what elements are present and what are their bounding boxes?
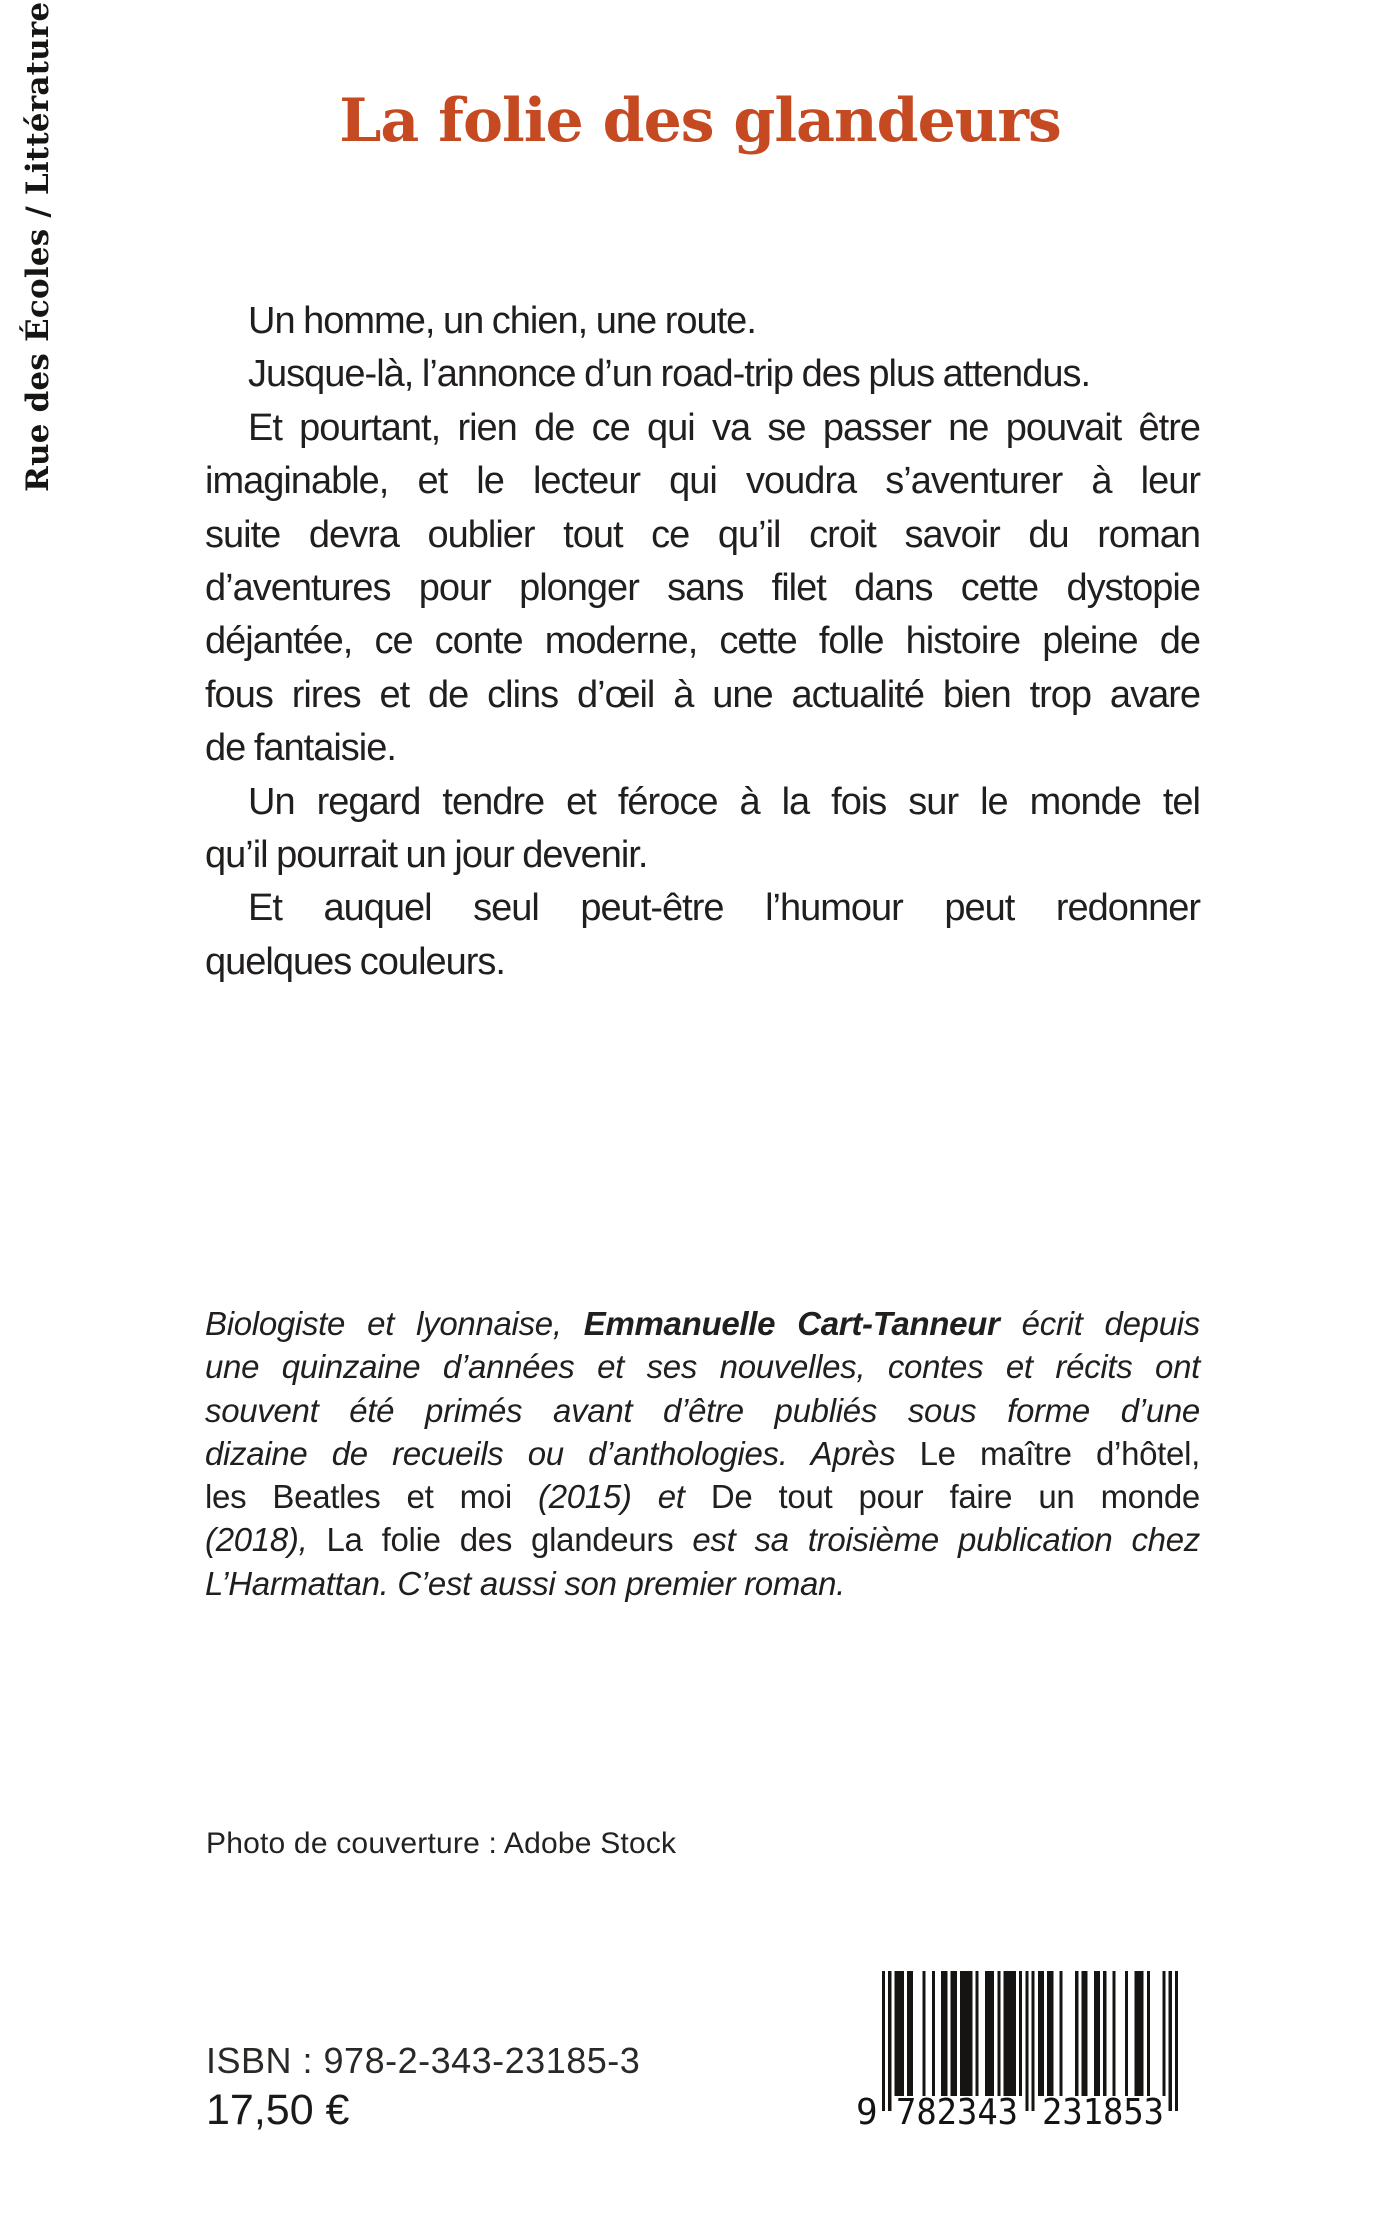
- synopsis-line: suite devra oublier tout ce qu’il croit savoir du roman: [205, 513, 1200, 556]
- barcode-digits: 231853: [1042, 2092, 1164, 2133]
- bio-segment: une quinzaine d’années et ses nouvelles, contes et récits ont: [205, 1348, 1200, 1386]
- bio-segment: souvent été primés avant d’être publiés sous forme d’une: [205, 1391, 1200, 1429]
- author-bio-text: [205, 1302, 1200, 1605]
- bio-segment: La folie des glandeurs: [326, 1521, 693, 1559]
- synopsis-line: déjantée, ce conte moderne, cette folle histoire pleine de: [205, 620, 1200, 663]
- bio-line: [205, 1345, 1200, 1388]
- bio-segment: (2018),: [205, 1521, 327, 1559]
- price-label: 17,50 €: [206, 2086, 350, 2134]
- bio-segment: dizaine de recueils ou d’anthologies. Après: [205, 1434, 920, 1472]
- synopsis-line: quelques couleurs.: [205, 940, 505, 983]
- bio-segment: De tout pour faire un monde: [710, 1478, 1200, 1516]
- bio-line: [205, 1562, 1200, 1605]
- synopsis-line: Jusque-là, l’annonce d’un road-trip des plus attendus.: [248, 353, 1091, 396]
- bio-line: [205, 1432, 1200, 1475]
- synopsis-text: [205, 295, 1200, 989]
- ean13-barcode: [850, 1966, 1190, 2136]
- synopsis-line: Et pourtant, rien de ce qui va se passer ne pouvait être: [248, 406, 1200, 449]
- synopsis-line: qu’il pourrait un jour devenir.: [205, 834, 648, 877]
- bio-segment: (2015) et: [538, 1478, 711, 1516]
- synopsis-line: fous rires et de clins d’œil à une actualité bien trop avare: [205, 673, 1200, 716]
- synopsis-line: d’aventures pour plonger sans filet dans cette dystopie: [205, 567, 1200, 610]
- bio-segment: Le maître d’hôtel,: [919, 1434, 1201, 1472]
- photo-credit: Photo de couverture : Adobe Stock: [206, 1827, 677, 1860]
- bio-segment: Emmanuelle Cart-Tanneur: [583, 1305, 1000, 1342]
- synopsis-line: de fantaisie.: [205, 727, 396, 770]
- book-title: La folie des glandeurs: [339, 86, 1061, 156]
- bio-line: [205, 1389, 1200, 1432]
- bio-line: [205, 1475, 1200, 1518]
- synopsis-line: imaginable, et le lecteur qui voudra s’aventurer à leur: [205, 460, 1200, 503]
- bio-segment: écrit depuis: [999, 1305, 1200, 1342]
- bio-segment: les Beatles et moi: [205, 1478, 539, 1516]
- bio-segment: Biologiste et lyonnaise,: [205, 1305, 584, 1342]
- synopsis-line: Un homme, un chien, une route.: [248, 300, 756, 342]
- bio-segment: est sa troisième publication chez: [692, 1521, 1200, 1559]
- barcode-digits: 782343: [896, 2092, 1018, 2133]
- synopsis-line: Un regard tendre et féroce à la fois sur le monde tel: [248, 780, 1200, 823]
- bio-segment: L’Harmattan. C’est aussi son premier roman.: [205, 1564, 846, 1602]
- bio-line: [205, 1518, 1200, 1561]
- spine-collection-label: Rue des Écoles / Littérature: [20, 1, 56, 492]
- bio-line: [205, 1302, 1200, 1345]
- barcode-digits: 9: [856, 2092, 878, 2133]
- isbn-label: ISBN : 978-2-343-23185-3: [206, 2040, 641, 2081]
- synopsis-line: Et auquel seul peut-être l’humour peut redonner: [248, 887, 1200, 930]
